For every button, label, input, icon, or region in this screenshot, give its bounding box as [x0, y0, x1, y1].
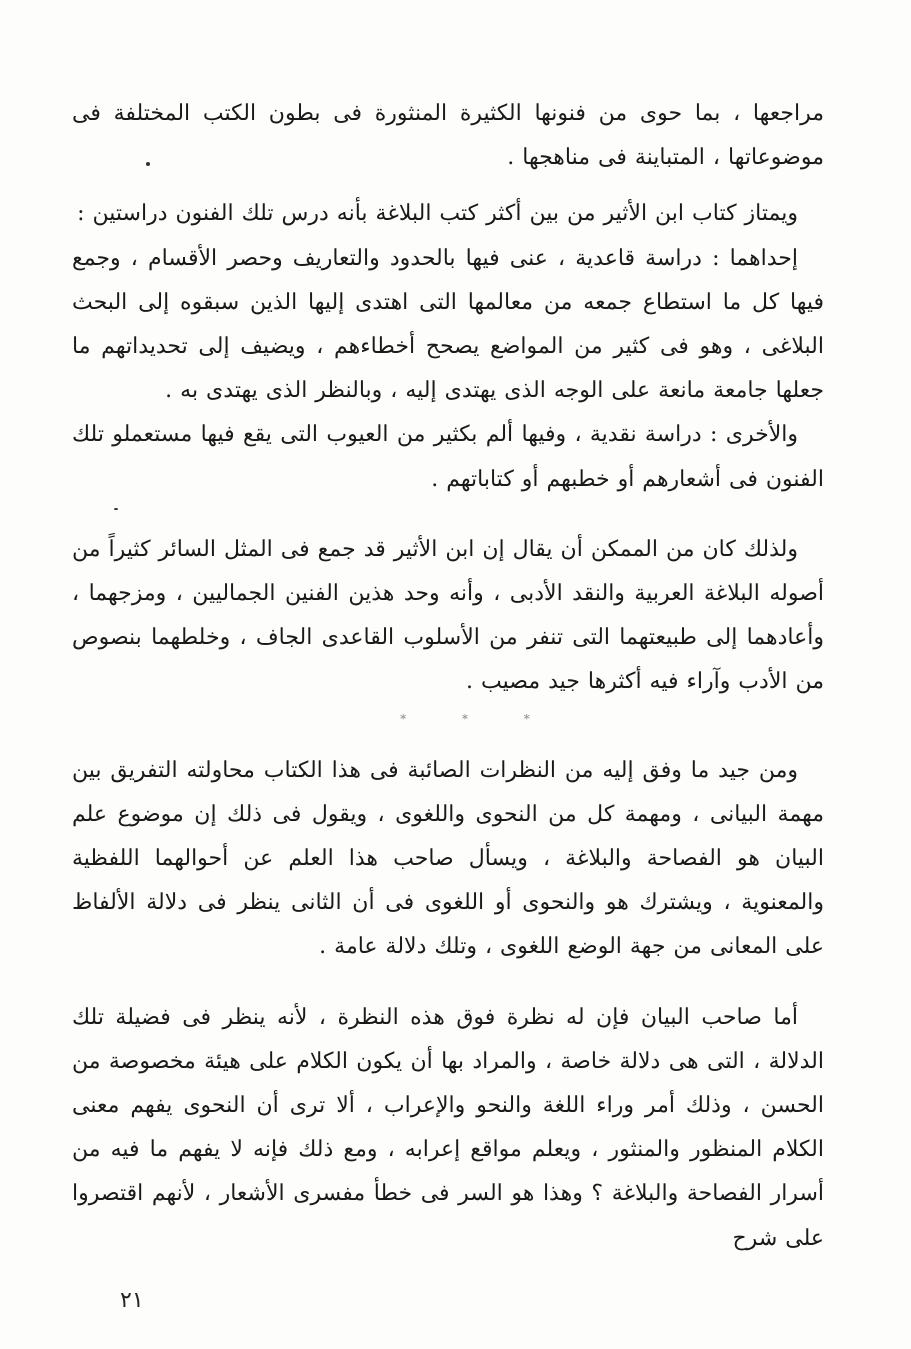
spacer [72, 970, 824, 996]
scan-speck [114, 508, 118, 510]
page-body [72, 92, 824, 1312]
paragraph-7: أما صاحب البيان فإن له نظرة فوق هذه النظرة ، لأنه ينظر فى فضيلة تلك الدلالة ، التى هى دلالة خاصة ، والمراد بها أن يكون الكلام على هيئة مخصوصة من الحسن ، وذلك أمر وراء اللغة والنحو والإعراب ، ألا ترى أن النحوى يفهم معنى الكلام المنظور والمنثور ، ويعلم مواقع إعرابه ، ومع ذلك فإنه لا يفهم ما فيه من أسرار الفصاحة والبلاغة ؟ وهذا هو السر فى خطأ مفسرى الأشعار ، لأنهم اقتصروا على شرح [72, 1004, 824, 1251]
paragraph-1: مراجعها ، بما حوى من فنونها الكثيرة المنثورة فى بطون الكتب المختلفة فى موضوعاتها ، المتباينة فى مناهجها . [72, 101, 824, 171]
section-separator: * * * [400, 711, 556, 726]
scan-speck [146, 162, 150, 166]
spacer [72, 502, 824, 528]
paragraph-2: ويمتاز كتاب ابن الأثير من بين أكثر كتب البلاغة بأنه درس تلك الفنون دراستين : [77, 201, 798, 227]
spacer [72, 180, 824, 192]
paragraph-4: والأخرى : دراسة نقدية ، وفيها ألم بكثير من العيوب التى يقع فيها مستعملو تلك الفنون فى أشعارهم أو خطبهم أو كتاباتهم . [72, 422, 824, 492]
paragraph-6: ومن جيد ما وفق إليه من النظرات الصائبة فى هذا الكتاب محاولته التفريق بين مهمة البيانى ، ومهمة كل من النحوى واللغوى ، ويقول فى ذلك إن موضوع علم البيان هو الفصاحة والبلاغة ، ويسأل صاحب هذا العلم عن أحوالهما اللفظية والمعنوية ، ويشترك هو والنحوى أو اللغوى فى أن الثانى ينظر فى دلالة الألفاظ على المعانى من جهة الوضع اللغوى ، وتلك دلالة عامة . [72, 757, 824, 960]
paragraph-5: ولذلك كان من الممكن أن يقال إن ابن الأثير قد جمع فى المثل السائر كثيراً من أصوله البلاغة العربية والنقد الأدبى ، وأنه وحد هذين الفنين الجماليين ، ومزجهما ، وأعادهما إلى طبيعتهما التى تنفر من الأسلوب القاعدى الجاف ، وخلطهما بنصوص من الأدب وآراء فيه أكثرها جيد مصيب . [72, 536, 824, 695]
paragraph-3: إحداهما : دراسة قاعدية ، عنى فيها بالحدود والتعاريف وحصر الأقسام ، وجمع فيها كل ما استطاع جمعه من معالمها التى اهتدى إليها الذين سبقوه إلى البحث البلاغى ، وهو فى كثير من المواضع يصحح أخطاءهم ، ويضيف إلى تحديداتهم ما جعلها جامعة مانعة على الوجه الذى يهتدى إليه ، وبالنظر الذى يهتدى به . [72, 245, 824, 404]
page-number: ٢١ [120, 1288, 144, 1313]
